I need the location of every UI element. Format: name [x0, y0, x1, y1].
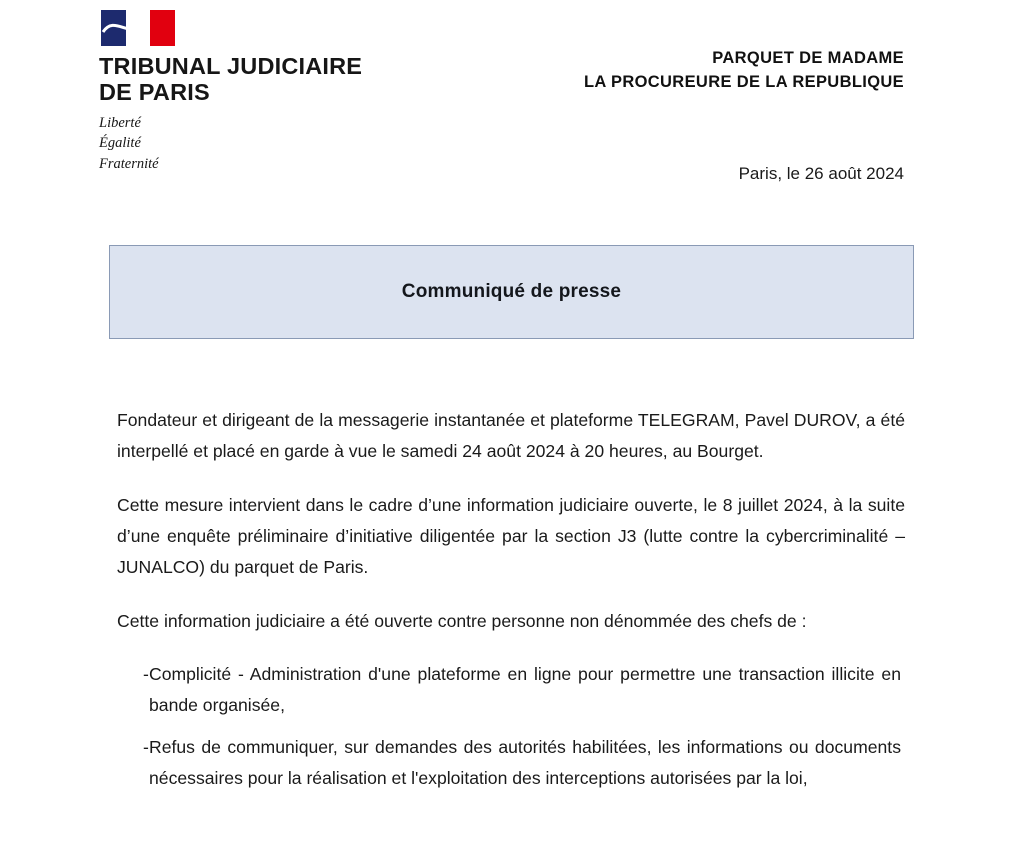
department-line1: PARQUET DE MADAME [712, 49, 904, 67]
department-line2: LA PROCUREURE DE LA REPUBLIQUE [583, 73, 904, 92]
page-title: Communiqué de presse [401, 281, 622, 302]
date-line: Paris, le 26 août 2024 [738, 164, 904, 183]
motto-liberte: Liberté [99, 114, 141, 131]
paragraph-1: Fondateur et dirigeant de la messagerie instantanée et plateforme TELEGRAM, Pavel DUROV, a été interpellé et placé en garde à vue le samedi 24 août 2024 à 20 heures, au Bourget. [117, 410, 905, 462]
document-header [0, 0, 1024, 172]
list-item [117, 732, 905, 795]
organization-name [99, 53, 429, 106]
charges-list [117, 659, 905, 794]
republic-motto [99, 113, 429, 175]
list-item [117, 659, 905, 722]
paragraph-3: Cette information judiciaire a été ouverte contre personne non dénommée des chefs de : [117, 610, 807, 631]
list-item-text: Complicité - Administration d'une plateforme en ligne pour permettre une transaction illicite en bande organisée, [149, 663, 901, 716]
motto-fraternite: Fraternité [99, 155, 159, 172]
list-item-text: Refus de communiquer, sur demandes des autorités habilitées, les informations ou documents nécessaires pour la réalisation et l'exploitation des interceptions autorisées par la loi, [149, 736, 901, 788]
paragraph-2: Cette mesure intervient dans le cadre d’une information judiciaire ouverte, le 8 juillet 2024, à la suite d’une enquête préliminaire d’initiative diligentée par la section J3 (lutte contre la cybercriminalité – JUNALCO) du parquet de Paris. [117, 494, 905, 578]
french-flag-icon [99, 10, 429, 46]
press-release-title-box [109, 245, 914, 339]
document-body [117, 405, 905, 804]
flag-swoosh-icon [99, 10, 173, 46]
motto-egalite: Égalité [99, 135, 141, 152]
letterhead [99, 10, 429, 174]
bullet-marker: - [143, 736, 149, 757]
bullet-marker: - [143, 663, 149, 684]
organization-name-line1: TRIBUNAL JUDICIAIRE [99, 53, 363, 79]
organization-name-line2: DE PARIS [99, 79, 210, 106]
department-heading [584, 46, 904, 95]
